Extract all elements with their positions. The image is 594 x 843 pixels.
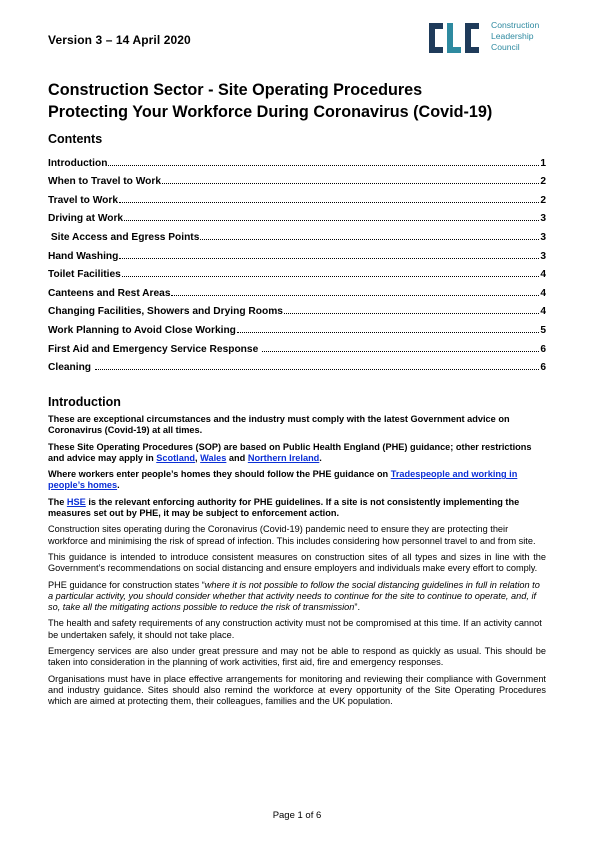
p7-end: ”. (354, 601, 361, 612)
intro-paragraph-6: This guidance is intended to introduce consistent measures on construction sites of all types and sizes in line with the Government’s recommendations on social distancing and ensure employers and individuals make every effort to comply. (48, 551, 546, 574)
toc-page: 3 (540, 250, 546, 262)
toc-label: Canteens and Rest Areas (48, 287, 171, 299)
intro-paragraph-2 (48, 442, 546, 464)
toc-leader (108, 165, 539, 166)
toc-leader (124, 220, 539, 221)
toc-leader (162, 183, 539, 184)
p2-end: . (319, 452, 322, 463)
p2-sep-2: and (226, 452, 248, 463)
toc-page: 5 (540, 324, 546, 336)
toc-leader (119, 202, 539, 203)
toc-page: 1 (540, 157, 546, 169)
toc-page: 4 (540, 269, 546, 281)
introduction-body (48, 414, 546, 712)
toc-label: Driving at Work (48, 213, 124, 225)
northern-ireland-link[interactable]: Northern Ireland (247, 452, 320, 463)
toc-page: 4 (540, 287, 546, 299)
p2-sep-1: , (195, 452, 201, 463)
title-line-1: Construction Sector - Site Operating Procedures (48, 81, 423, 99)
intro-paragraph-5: Construction sites operating during the Coronavirus (Covid-19) pandemic need to ensure they are protecting their workforce and minimising the risk of spread of infection. This includes considering how personnel travel to and from site. (48, 524, 536, 546)
toc-page: 2 (540, 194, 546, 206)
intro-paragraph-9: Emergency services are also under great pressure and may not be able to respond as quickly as usual. This should be taken into consideration in the planning of work activities, first aid, fire and emergency responses. (48, 645, 546, 668)
intro-paragraph-10: Organisations must have in place effective arrangements for monitoring and reviewing their compliance with Government and industry guidance. Sites should also remind the workforce at every opportunity of the Site Operating Procedures which are aimed at protecting them, their colleagues, families and the UK population. (48, 673, 546, 706)
toc-label: Introduction (48, 157, 108, 169)
table-of-contents (48, 150, 546, 373)
intro-paragraph-1: These are exceptional circumstances and the industry must comply with the latest Government advice on Coronavirus (Covid-19) at all times. (48, 414, 510, 436)
intro-paragraph-8: The health and safety requirements of any construction activity must not be compromised at this time. If an activity cannot be undertaken safely, it should not take place. (48, 618, 542, 640)
toc-page: 2 (540, 176, 546, 188)
toc-item-changing-facilities[interactable] (48, 299, 546, 318)
logo-line-3: Council (491, 42, 520, 52)
toc-leader (237, 332, 539, 333)
toc-item-driving-at-work[interactable] (48, 206, 546, 225)
toc-leader (95, 369, 539, 370)
introduction-heading: Introduction (48, 395, 121, 409)
toc-page: 3 (540, 213, 546, 225)
intro-paragraph-4 (48, 497, 546, 519)
toc-label: Toilet Facilities (48, 269, 121, 281)
wales-link[interactable]: Wales (200, 452, 227, 463)
toc-page: 3 (540, 231, 546, 243)
toc-leader (122, 276, 539, 277)
p7-text: PHE guidance for construction states “ (48, 579, 205, 590)
p4-text: The (48, 496, 67, 507)
toc-item-introduction[interactable] (48, 150, 546, 169)
toc-label: Work Planning to Avoid Close Working (48, 324, 236, 336)
toc-leader (119, 258, 539, 259)
logo-line-2: Leadership (491, 31, 534, 41)
toc-label: Hand Washing (48, 250, 119, 262)
page-number: Page 1 of 6 (272, 810, 322, 821)
toc-item-toilet-facilities[interactable] (48, 262, 546, 281)
toc-leader (171, 295, 539, 296)
toc-label: Changing Facilities, Showers and Drying Rooms (48, 306, 283, 318)
toc-item-when-to-travel[interactable] (48, 169, 546, 188)
toc-item-canteens[interactable] (48, 280, 546, 299)
clc-logo-mark-icon (427, 21, 487, 55)
tradespeople-link[interactable]: Tradespeople and working in people’s homes (48, 469, 518, 491)
toc-label: Travel to Work (48, 194, 119, 206)
hse-link[interactable]: HSE (66, 496, 86, 507)
toc-leader (200, 239, 539, 240)
toc-page: 6 (540, 362, 546, 374)
toc-page: 4 (540, 306, 546, 318)
contents-heading: Contents (48, 132, 103, 146)
intro-paragraph-7 (48, 580, 546, 614)
toc-item-work-planning[interactable] (48, 317, 546, 336)
version-label: Version 3 – 14 April 2020 (48, 33, 191, 47)
toc-label: Site Access and Egress Points (48, 231, 200, 243)
toc-item-cleaning[interactable] (48, 355, 546, 374)
toc-leader (262, 351, 539, 352)
p3-end: . (117, 480, 120, 491)
p4-end: is the relevant enforcing authority for PHE guidelines. If a site is not consistently implementing the measures set out by PHE, it may be subject to enforcement action. (48, 496, 520, 518)
toc-page: 6 (540, 343, 546, 355)
scotland-link[interactable]: Scotland (156, 452, 196, 463)
logo-line-1: Construction (491, 20, 540, 30)
title-line-2: Protecting Your Workforce During Coronavirus (Covid-19) (48, 103, 493, 121)
logo-text (491, 20, 539, 53)
clc-logo (427, 20, 557, 56)
toc-label: Cleaning (48, 362, 94, 374)
toc-item-hand-washing[interactable] (48, 243, 546, 262)
intro-paragraph-3 (48, 469, 546, 491)
p3-text: Where workers enter people’s homes they should follow the PHE guidance on (48, 469, 391, 480)
toc-leader (284, 313, 539, 314)
p7-quote: where it is not possible to follow the social distancing guidelines in full in relation to a particular activity, you should consider whether that activity needs to continue for the site to continue to operate, and, if so, take all the mitigating actions possible to reduce the risk of transmission (48, 579, 540, 612)
p2-text: These Site Operating Procedures (SOP) are based on Public Health England (PHE) guidance; other restrictions and advice may apply in (48, 441, 532, 463)
toc-label: When to Travel to Work (48, 176, 162, 188)
document-title (48, 79, 548, 123)
toc-item-first-aid[interactable] (48, 336, 546, 355)
toc-label: First Aid and Emergency Service Response (48, 343, 262, 355)
toc-item-travel-to-work[interactable] (48, 187, 546, 206)
toc-item-site-access[interactable] (48, 224, 546, 243)
